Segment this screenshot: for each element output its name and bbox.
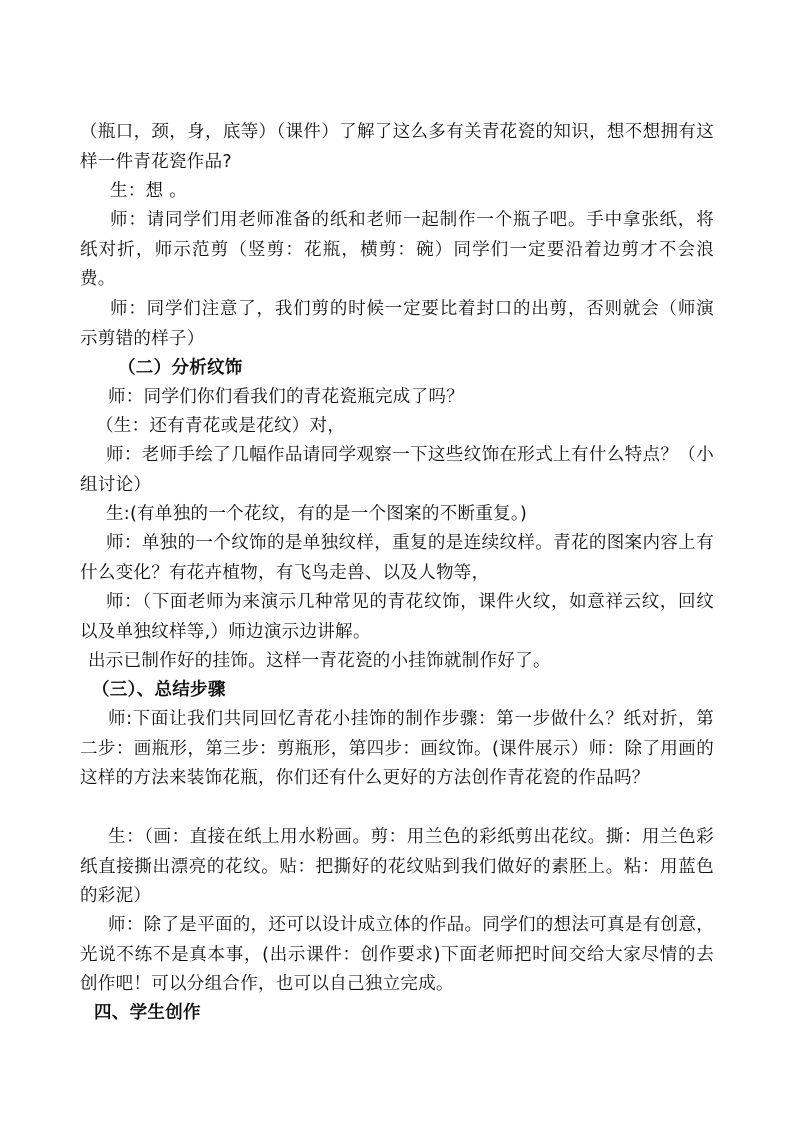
paragraph-teacher-demo: 师：（下面老师为来演示几种常见的青花纹饰，课件火纹，如意祥云纹，回纹以及单独纹样等,）师边演示边讲解。	[80, 592, 714, 642]
paragraph-student-methods: 生：（画：直接在纸上用水粉画。剪：用兰色的彩纸剪出花纹。撕：用兰色彩纸直接撕出漂亮的花纹。贴：把撕好的花纹贴到我们做好的素胚上。粘：用蓝色的彩泥）	[80, 827, 714, 906]
paragraph-student-answer: （生：还有青花或是花纹）对，	[96, 416, 346, 436]
section-heading-summary: （三）、总结步骤	[92, 680, 226, 700]
section-heading-analysis: （二）分析纹饰	[118, 358, 243, 378]
paragraph-teacher-creation: 师：除了是平面的，还可以设计成立体的作品。同学们的想法可真是有创意，光说不练不是真本事，(出示课件：创作要求)下面老师把时间交给大家尽情的去创作吧！可以分组合作，也可以自己独立完成。	[80, 915, 714, 994]
paragraph-teacher-cut-demo: 师：请同学们用老师准备的纸和老师一起制作一个瓶子吧。手中拿张纸，将纸对折，师示范剪（竖剪：花瓶，横剪：碗）同学们一定要沿着边剪才不会浪费。	[80, 210, 714, 289]
paragraph-intro: （瓶口，颈，身，底等）（课件）了解了这么多有关青花瓷的知识，想不想拥有这样一件青花瓷作品?	[80, 122, 714, 172]
paragraph-teacher-observe: 师：老师手绘了几幅作品请同学观察一下这些纹饰在形式上有什么特点？（小组讨论）	[80, 445, 714, 495]
section-heading-student-creation: 四、学生创作	[94, 1003, 201, 1023]
paragraph-student-reply: 生：想 。	[110, 181, 188, 201]
paragraph-teacher-steps: 师:下面让我们共同回忆青花小挂饰的制作步骤：第一步做什么？纸对折，第二步：画瓶形，第三步：剪瓶形，第四步：画纹饰。(课件展示）师：除了用画的这样的方法来装饰花瓶，你们还有什么更好的方法创作青花瓷的作品吗？	[80, 709, 714, 788]
paragraph-student-pattern: 生:(有单独的一个花纹，有的是一个图案的不断重复。)	[106, 504, 528, 524]
paragraph-show-ornament: 出示已制作好的挂饰。这样一青花瓷的小挂饰就制作好了。	[88, 651, 551, 671]
paragraph-teacher-patterns: 师：单独的一个纹饰的是单独纹样，重复的是连续纹样。青花的图案内容上有什么变化？有花卉植物，有飞鸟走兽、以及人物等，	[80, 533, 714, 583]
paragraph-teacher-warning: 师：同学们注意了，我们剪的时候一定要比着封口的出剪，否则就会（师演示剪错的样子）	[80, 299, 714, 349]
paragraph-teacher-question: 师：同学们你们看我们的青花瓷瓶完成了吗？	[108, 387, 464, 407]
